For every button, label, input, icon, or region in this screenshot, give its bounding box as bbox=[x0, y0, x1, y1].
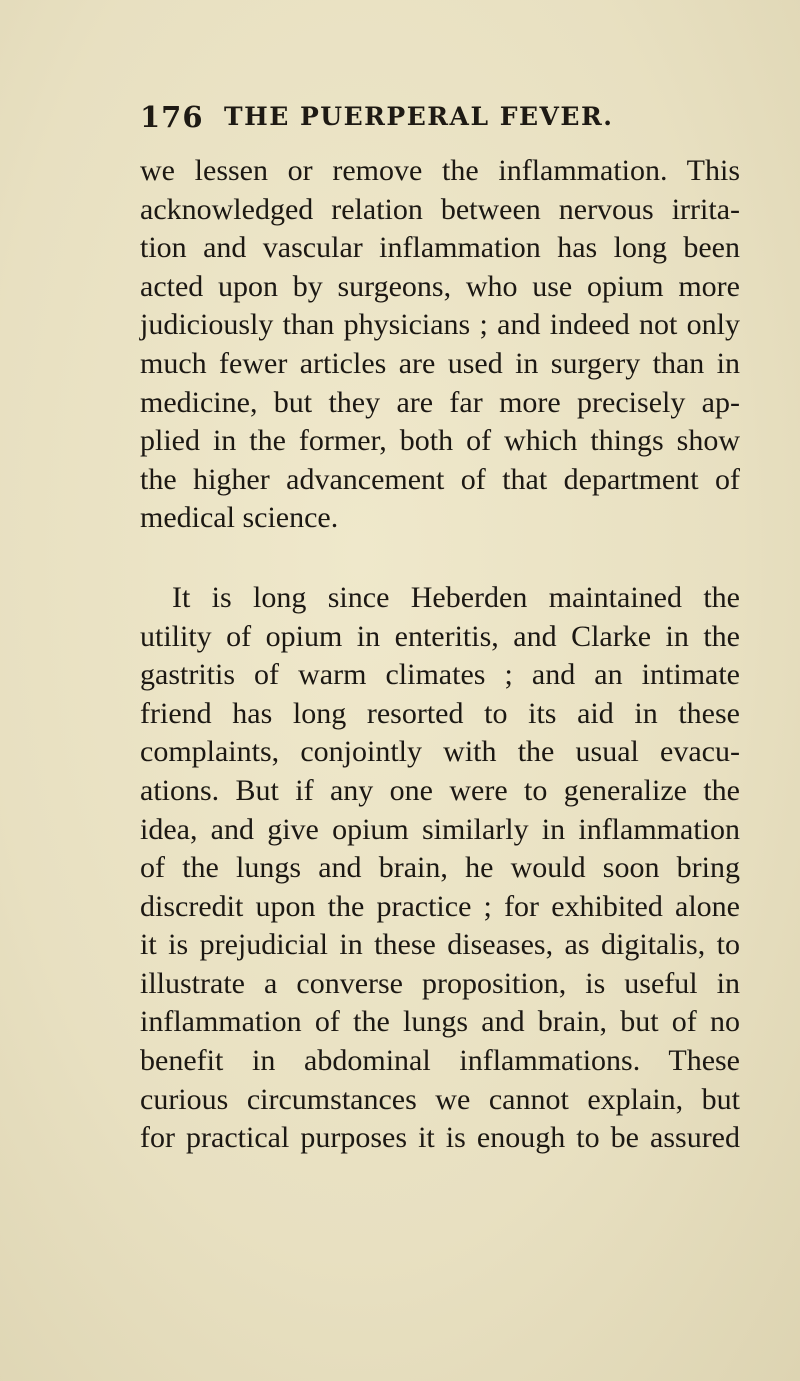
text-line: benefit in abdominal inflammations. These bbox=[140, 1044, 740, 1078]
running-title: THE PUERPERAL FEVER. bbox=[224, 102, 614, 131]
text-line: acknowledged relation between nervous irrita- bbox=[140, 192, 740, 226]
text-line: complaints, conjointly with the usual evacu- bbox=[140, 735, 740, 769]
running-head bbox=[140, 100, 740, 140]
text-line: we lessen or remove the inflammation. This bbox=[140, 154, 740, 187]
text-line: medicine, but they are far more precisely ap- bbox=[140, 385, 740, 419]
text-line: utility of opium in enteritis, and Clarke in the bbox=[140, 619, 740, 653]
text-line: for practical purposes it is enough to be assured bbox=[140, 1121, 740, 1155]
body-text bbox=[140, 152, 740, 1158]
text-line: illustrate a converse proposition, is useful in bbox=[140, 966, 740, 1000]
text-line: much fewer articles are used in surgery than in bbox=[140, 346, 740, 380]
text-line: gastritis of warm climates ; and an intimate bbox=[140, 658, 740, 692]
text-line: It is long since Heberden maintained the bbox=[172, 580, 740, 614]
paragraph-1 bbox=[140, 152, 740, 538]
text-line: ations. But if any one were to generalize the bbox=[140, 773, 740, 807]
text-line: tion and vascular inflammation has long been bbox=[140, 231, 740, 265]
text-line: idea, and give opium similarly in inflammation bbox=[140, 812, 740, 846]
text-line: inflammation of the lungs and brain, but of no bbox=[140, 1005, 740, 1039]
text-line: friend has long resorted to its aid in these bbox=[140, 696, 740, 730]
paragraph-2 bbox=[140, 579, 740, 1158]
text-line: the higher advancement of that department of bbox=[140, 462, 740, 496]
text-line: plied in the former, both of which things show bbox=[140, 424, 740, 458]
page-number: 176 bbox=[140, 100, 204, 134]
text-line: of the lungs and brain, he would soon bring bbox=[140, 851, 740, 885]
text-line: discredit upon the practice ; for exhibited alone bbox=[140, 889, 740, 923]
text-line: judiciously than physicians ; and indeed not only bbox=[140, 308, 740, 342]
text-line: curious circumstances we cannot explain, but bbox=[140, 1082, 740, 1116]
text-line: it is prejudicial in these diseases, as digitalis, to bbox=[140, 928, 740, 962]
paragraph-gap bbox=[140, 538, 740, 579]
text-line: medical science. bbox=[140, 501, 339, 535]
text-line: acted upon by surgeons, who use opium more bbox=[140, 269, 740, 303]
